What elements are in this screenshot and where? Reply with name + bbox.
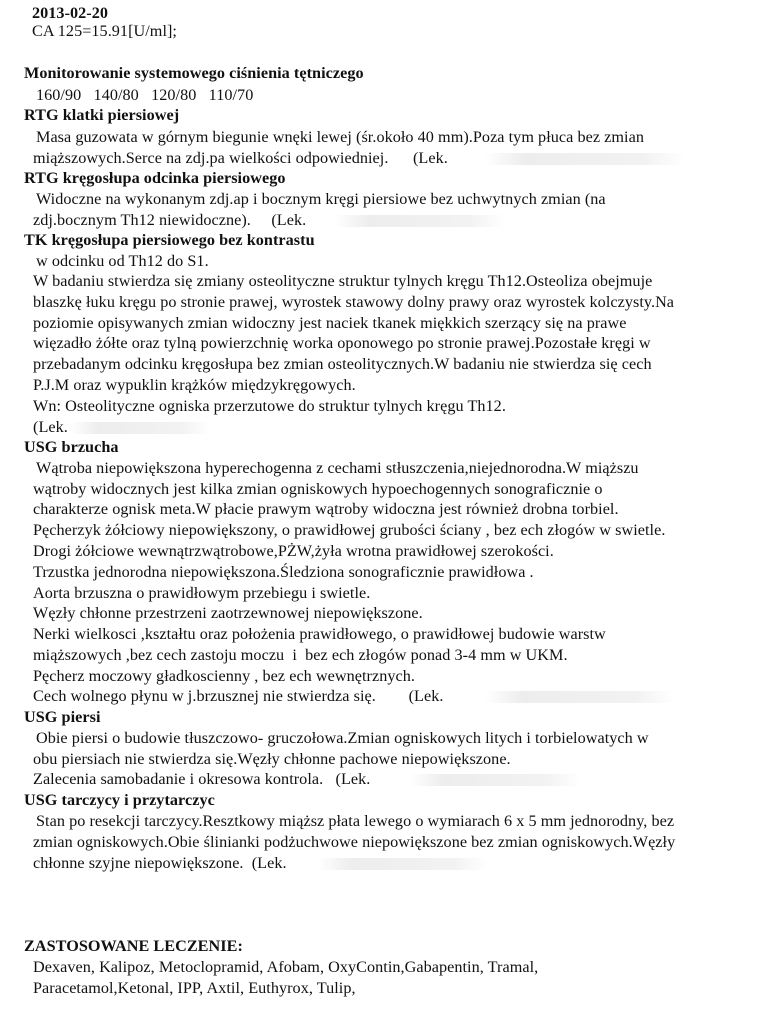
usg-abdomen-line-12: Cech wolnego płynu w j.brzusznej nie stwierdza się. (Lek. <box>33 687 444 705</box>
usg-thyroid-line-2: zmian ogniskowych.Obie ślinianki podżuchwowe niepowiększone bez zmian ogniskowych.Węzły <box>33 833 676 851</box>
tk-spine-line-9: (Lek. <box>33 418 68 436</box>
report-date: 2013-02-20 <box>32 4 109 22</box>
redacted-name <box>485 153 685 165</box>
redacted-name <box>70 422 210 434</box>
usg-abdomen-line-8: Węzły chłonne przestrzeni zaotrzewnowej niepowiększone. <box>33 604 423 622</box>
usg-thyroid-line-3: chłonne szyjne niepowiększone. (Lek. <box>33 854 287 872</box>
section-heading-tk-spine: TK kręgosłupa piersiowego bez kontrastu <box>24 231 315 249</box>
tk-spine-line-2: W badaniu stwierdza się zmiany osteolityczne struktur tylnych kręgu Th12.Osteoliza obejmuje <box>33 272 653 290</box>
redacted-name <box>335 215 505 227</box>
usg-abdomen-line-1: Wątroba niepowiększona hyperechogenna z cechami stłuszczenia,niejednorodna.W miąższu <box>36 459 639 477</box>
redacted-name <box>485 691 675 703</box>
rtg-chest-line-1: Masa guzowata w górnym biegunie wnęki lewej (śr.około 40 mm).Poza tym płuca bez zmian <box>36 128 644 146</box>
tk-spine-line-1: w odcinku od Th12 do S1. <box>36 252 209 270</box>
redacted-name <box>318 858 488 870</box>
section-heading-bp: Monitorowanie systemowego ciśnienia tętniczego <box>24 64 364 82</box>
usg-breast-line-2: obu piersiach nie stwierdza się.Węzły chłonne pachowe niepowiększone. <box>33 750 511 768</box>
rtg-spine-line-1: Widoczne na wykonanym zdj.ap i bocznym kręgi piersiowe bez uchwytnych zmian (na <box>36 190 606 208</box>
tk-spine-line-3: blaszkę łuku kręgu po stronie prawej, wyrostek stawowy dolny prawy oraz wyrostek kolczysty.Na <box>33 293 675 311</box>
section-heading-usg-abdomen: USG brzucha <box>24 438 119 456</box>
section-heading-rtg-spine: RTG kręgosłupa odcinka piersiowego <box>24 169 286 187</box>
rtg-spine-line-2: zdj.bocznym Th12 niewidoczne). (Lek. <box>33 211 307 229</box>
section-heading-usg-thyroid: USG tarczycy i przytarczyc <box>24 791 215 809</box>
treatment-line-2: Paracetamol,Ketonal, IPP, Axtil, Euthyrox, Tulip, <box>33 979 356 997</box>
redacted-name <box>410 774 580 786</box>
tk-spine-line-7: P.J.M oraz wypuklin krążków międzykręgowych. <box>33 376 356 394</box>
section-heading-rtg-chest: RTG klatki piersiowej <box>24 106 180 124</box>
usg-abdomen-line-10: miąższowych ,bez cech zastoju moczu i bez ech złogów ponad 3-4 mm w UKM. <box>33 646 568 664</box>
usg-abdomen-line-5: Drogi żółciowe wewnątrzwątrobowe,PŻW,żyła wrotna prawidłowej szerokości. <box>33 542 554 560</box>
tk-spine-line-5: więzadło żółte oraz tylną powierzchnię worka oponowego po stronie prawej.Pozostałe kręgi w <box>33 334 651 352</box>
usg-breast-line-3: Zalecenia samobadanie i okresowa kontrola. (Lek. <box>33 770 371 788</box>
tk-spine-line-8: Wn: Osteolityczne ogniska przerzutowe do struktur tylnych kręgu Th12. <box>33 397 506 415</box>
treatment-line-1: Dexaven, Kalipoz, Metoclopramid, Afobam, OxyContin,Gabapentin, Tramal, <box>33 958 539 976</box>
bp-values: 160/90 140/80 120/80 110/70 <box>36 86 254 104</box>
usg-abdomen-line-6: Trzustka jednorodna niepowiększona.Śledziona sonograficznie prawidłowa . <box>33 563 534 581</box>
usg-abdomen-line-9: Nerki wielkosci ,kształtu oraz położenia prawidłowego, o prawidłowej budowie warstw <box>33 625 606 643</box>
usg-abdomen-line-2: wątroby widocznych jest kilka zmian ogniskowych hypoechogennych sonograficznie o <box>33 480 603 498</box>
usg-abdomen-line-3: charakterze ognisk meta.W płacie prawym wątroby widoczna jest również drobna torbiel. <box>33 500 619 518</box>
usg-abdomen-line-7: Aorta brzuszna o prawidłowym przebiegu i swietle. <box>33 584 371 602</box>
usg-thyroid-line-1: Stan po resekcji tarczycy.Resztkowy miąższ płata lewego o wymiarach 6 x 5 mm jednorodny, bez <box>36 812 675 830</box>
usg-abdomen-line-4: Pęcherzyk żółciowy niepowiększony, o prawidłowej grubości ściany , bez ech złogów w swietle. <box>33 521 666 539</box>
section-heading-usg-breast: USG piersi <box>24 708 101 726</box>
section-heading-treatment: ZASTOSOWANE LECZENIE: <box>24 937 243 955</box>
rtg-chest-line-2: miąższowych.Serce na zdj.pa wielkości odpowiedniej. (Lek. <box>33 149 448 167</box>
usg-breast-line-1: Obie piersi o budowie tłuszczowo- gruczołowa.Zmian ogniskowych litych i torbielowatych w <box>36 729 649 747</box>
tk-spine-line-6: przebadanym odcinku kręgosłupa bez zmian osteolitycznych.W badaniu nie stwierdza się cech <box>33 355 652 373</box>
tk-spine-line-4: poziomie opisywanych zmian widoczny jest naciek tkanek miękkich szerzący się na prawe <box>33 314 627 332</box>
usg-abdomen-line-11: Pęcherz moczowy gładkoscienny , bez ech wewnętrznych. <box>33 667 415 685</box>
ca125-result: CA 125=15.91[U/ml]; <box>32 22 177 40</box>
